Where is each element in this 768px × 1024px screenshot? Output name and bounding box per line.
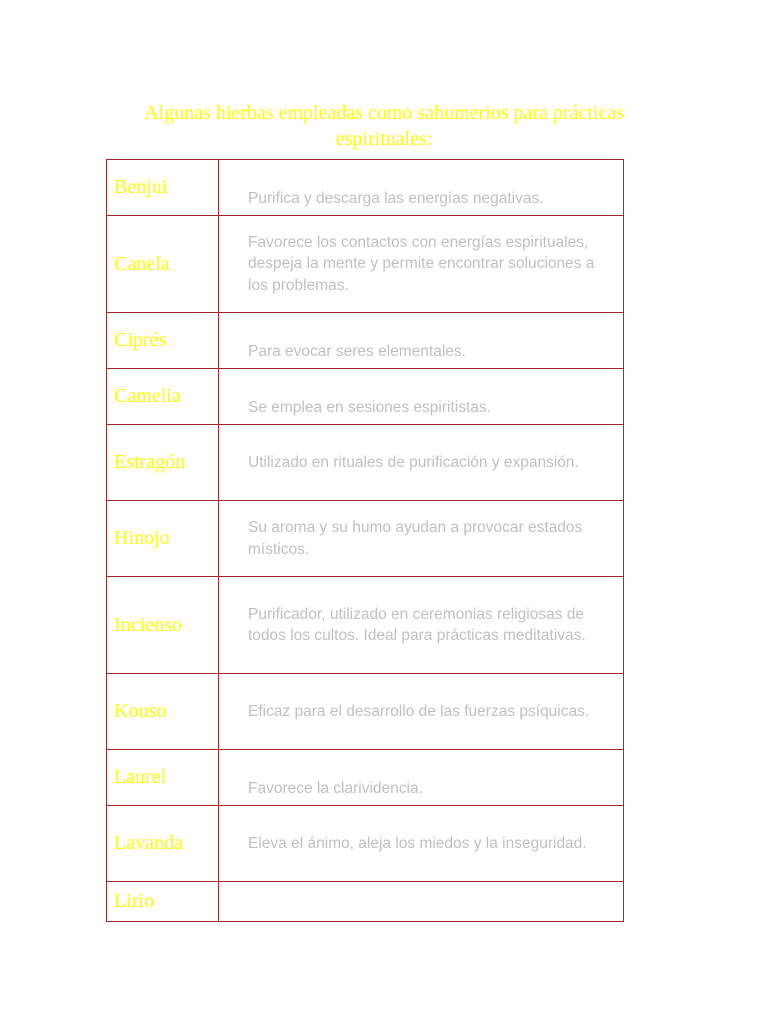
herb-description: Favorece los contactos con energías espirituales, despeja la mente y permite encontrar soluciones a los problemas. (219, 216, 624, 313)
herb-description: Eficaz para el desarrollo de las fuerzas psíquicas. (219, 674, 624, 750)
herb-description: Su aroma y su humo ayudan a provocar estados místicos. (219, 501, 624, 577)
herb-name: Incienso (107, 577, 219, 674)
document-title (100, 100, 668, 152)
herb-name: Ciprés (107, 313, 219, 369)
table-row (107, 674, 624, 750)
herb-description: Purificador, utilizado en ceremonias religiosas de todos los cultos. Ideal para prácticas meditativas. (219, 577, 624, 674)
table-row (107, 369, 624, 425)
herb-description: Se emplea en sesiones espiritistas. (219, 369, 624, 425)
herb-description: Purifica y descarga las energías negativas. (219, 160, 624, 216)
herb-name: Laurel (107, 750, 219, 806)
title-line-2: espirituales: (335, 128, 433, 150)
herb-name: Lavanda (107, 806, 219, 882)
table-row (107, 501, 624, 577)
table-row (107, 425, 624, 501)
herb-name: Estragón (107, 425, 219, 501)
herbs-table (106, 159, 624, 922)
herb-description: Utilizado en rituales de purificación y expansión. (219, 425, 624, 501)
herb-description: Para evocar seres elementales. (219, 313, 624, 369)
herb-name: Camelia (107, 369, 219, 425)
table-row (107, 882, 624, 922)
herb-name: Lirio (107, 882, 219, 922)
table-row (107, 806, 624, 882)
table-row (107, 160, 624, 216)
herb-description: Eleva el ánimo, aleja los miedos y la inseguridad. (219, 806, 624, 882)
herb-description (219, 882, 624, 922)
herb-name: Canela (107, 216, 219, 313)
title-line-1: Algunas hierbas empleadas como sahumerios para prácticas (144, 102, 624, 124)
table-row (107, 577, 624, 674)
herb-name: Kouso (107, 674, 219, 750)
herb-name: Benjui (107, 160, 219, 216)
herb-name: Hinojo (107, 501, 219, 577)
herb-description: Favorece la clarividencia. (219, 750, 624, 806)
table-row (107, 313, 624, 369)
table-row (107, 750, 624, 806)
table-row (107, 216, 624, 313)
